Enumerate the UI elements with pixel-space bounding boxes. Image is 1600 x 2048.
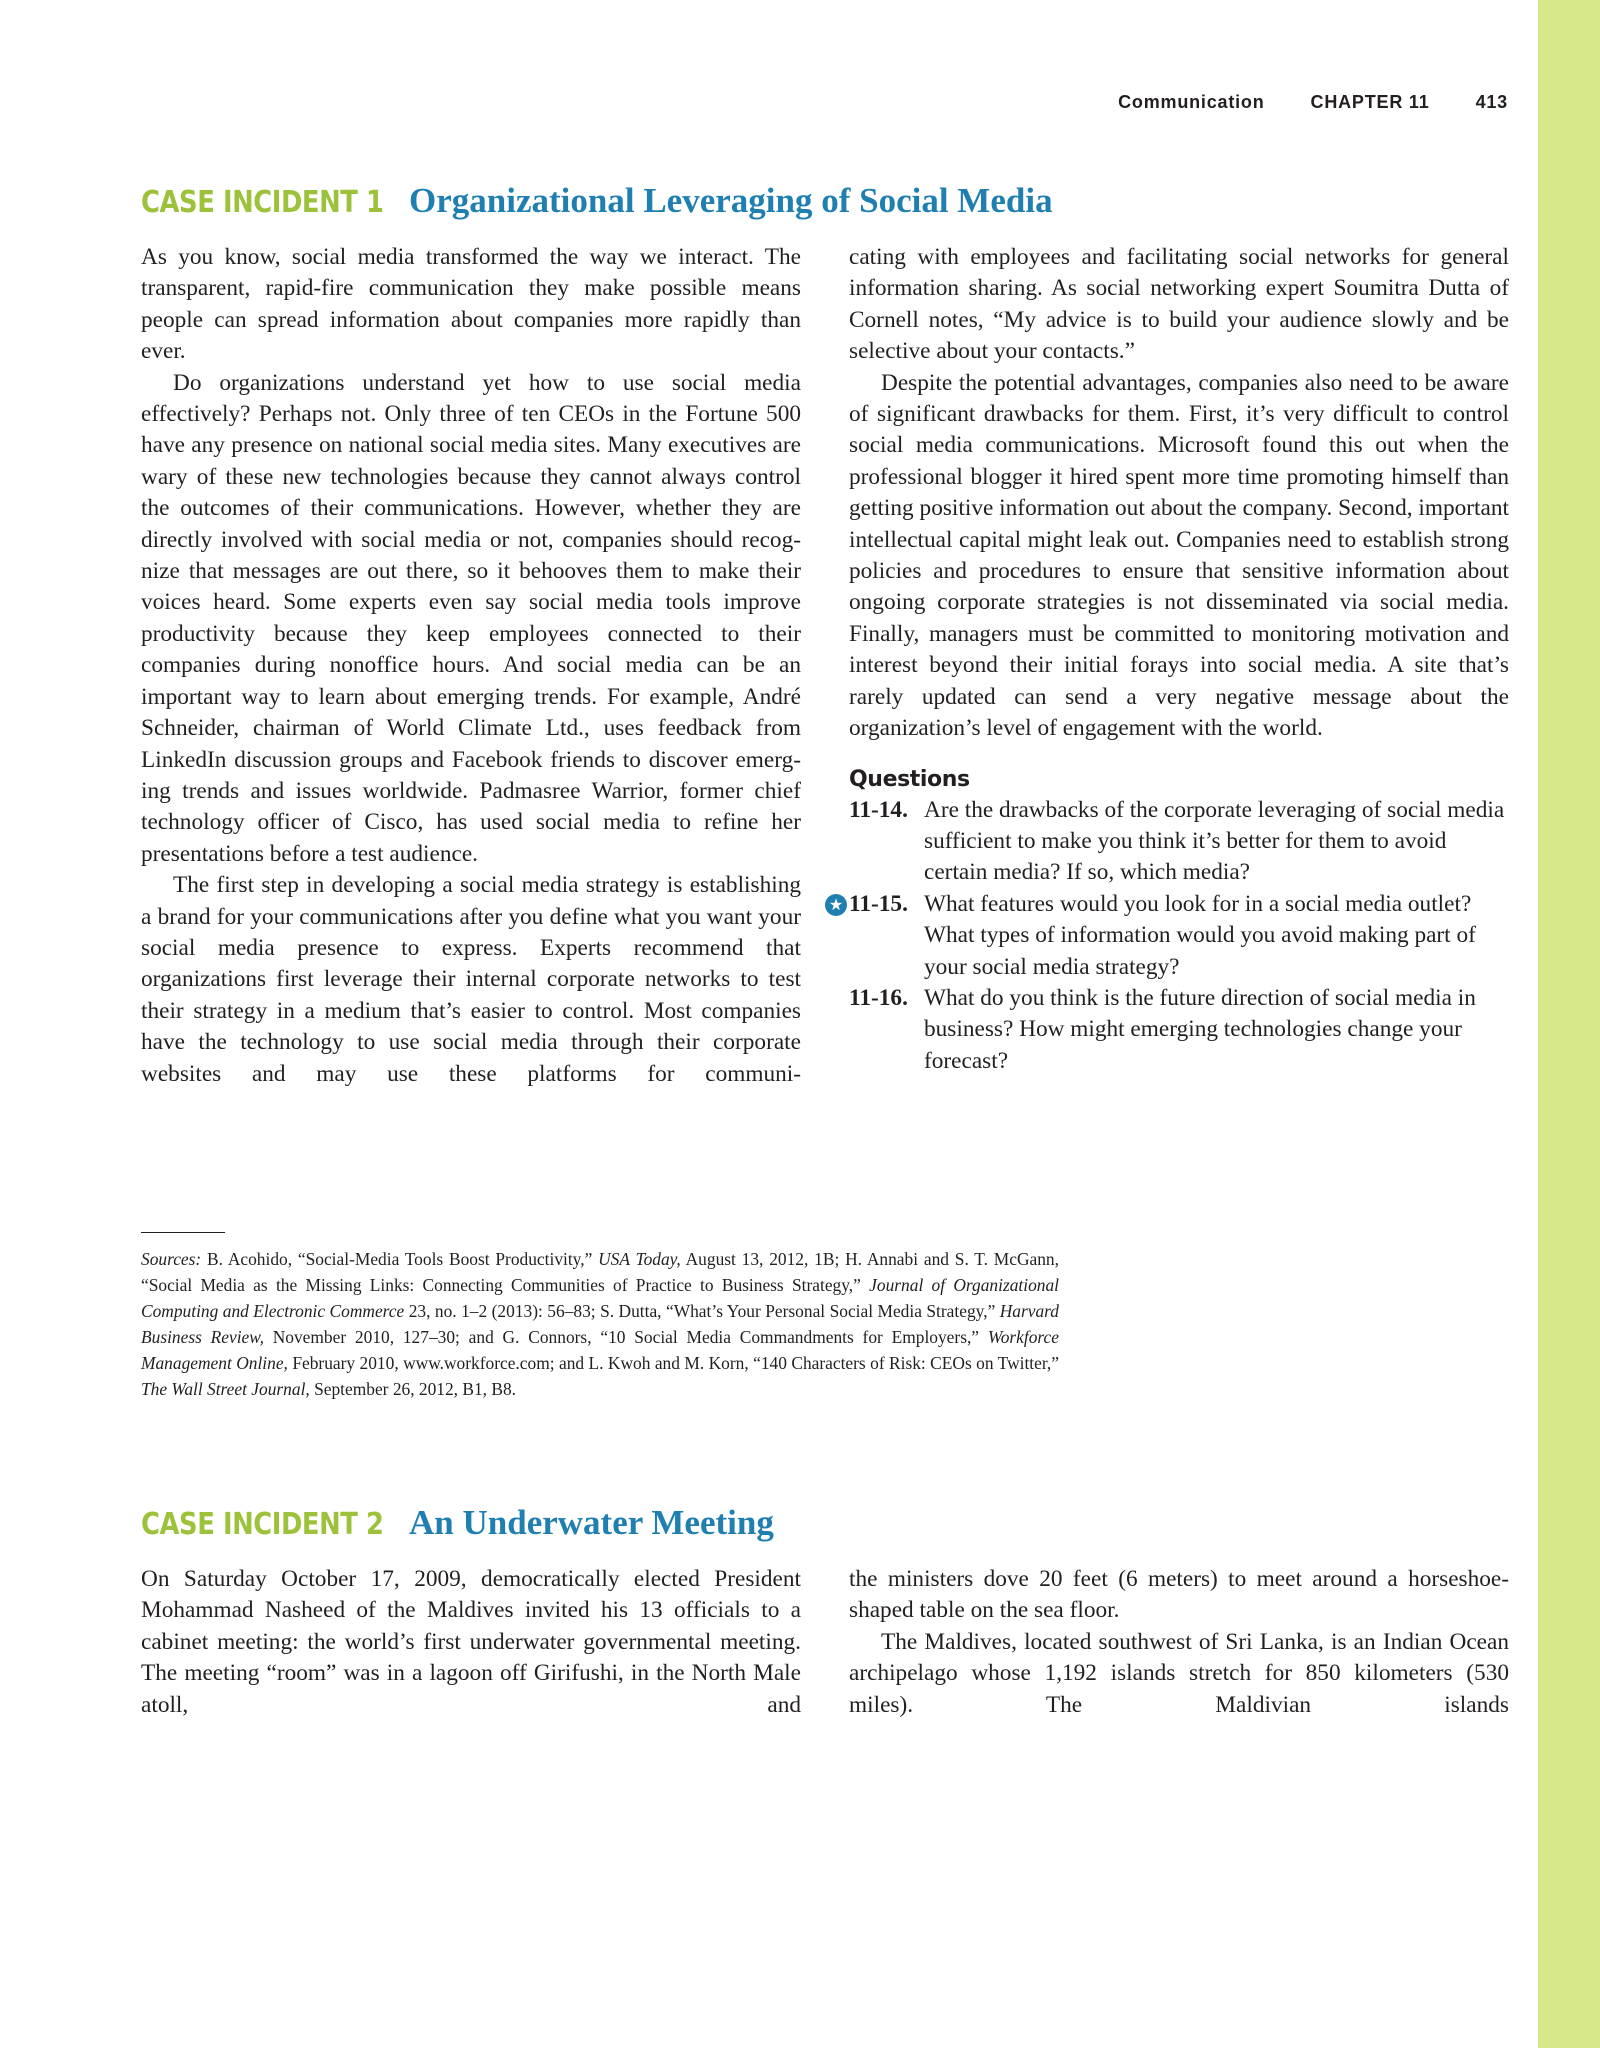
source-text: February 2010, www.workforce.com; and L. Kwoh and M. Korn, “140 Characters of Risk: CEOs on Twitter,” xyxy=(287,1353,1060,1373)
paragraph: Despite the potential advantages, companies also need to be aware of significant drawbacks for them. First, it’s very difficult to control social media communications. Microsoft found this out when the professional blogger it hired spent more time promoting himself than getting positive information out about the company. Second, important intellectual capital might leak out. Companies need to establish strong policies and procedures to ensure that sensitive information about ongoing corporate strategies is not disseminated via social media. Finally, managers must be committed to monitoring motivation and interest beyond their initial forays into social media. A site that’s rarely updated can send a very negative message about the organization’s level of engagement with the world. xyxy=(849,369,1509,742)
source-publication: Harvard Business Review, xyxy=(141,1301,1060,1347)
case-incident-2-title: An Underwater Meeting xyxy=(409,1503,774,1542)
case-incident-2-body xyxy=(141,1564,1509,1721)
question-item xyxy=(849,795,1509,889)
case-incident-1-heading xyxy=(141,181,1510,221)
question-item xyxy=(828,889,1509,983)
source-publication: The Wall Street Journal, xyxy=(141,1379,310,1399)
paragraph: As you know, social media transformed the way we interact. The transparent, rapid-fire communication they make possible means people can spread information about companies more rapidly than ever. xyxy=(141,244,801,365)
paragraph: On Saturday October 17, 2009, democratically elected President Mohammad Nasheed of the Maldives invited his 13 officials to a cabinet meeting: the world’s first underwater governmental meeting. The meeting “room” was in a lagoon off Girifushi, in the North Male atoll, and xyxy=(141,1566,801,1718)
question-number: 11-14. xyxy=(849,796,908,823)
paragraph: cating with employees and facilitating social networks for general information sharing. As social networking expert Soumitra Dutta of Cornell notes, “My advice is to build your audience slowly and be selective about your contacts.” xyxy=(849,244,1509,365)
source-publication: Journal of Organizational Computing and Electronic Commerce xyxy=(141,1275,1060,1321)
running-header xyxy=(1118,92,1508,113)
case-incident-2-heading xyxy=(141,1503,1510,1543)
left-column xyxy=(141,1564,801,1721)
right-column xyxy=(849,1564,1509,1721)
case-incident-2-label: CASE INCIDENT 2 xyxy=(141,1507,384,1542)
question-text: What features would you look for in a social media outlet? What types of information would you avoid making part of your social media strategy? xyxy=(924,890,1476,980)
source-text: 23, no. 1–2 (2013): 56–83; S. Dutta, “What’s Your Personal Social Media Strategy,” xyxy=(404,1301,1000,1321)
header-page-number: 413 xyxy=(1475,92,1508,112)
source-text: November 2010, 127–30; and G. Connors, “10 Social Media Commandments for Employers,” xyxy=(263,1327,988,1347)
source-text: B. Acohido, “Social-Media Tools Boost Productivity,” xyxy=(207,1249,599,1269)
star-icon: ★ xyxy=(825,894,847,916)
paragraph: the ministers dove 20 feet (6 meters) to meet around a horseshoe-shaped table on the sea floor. xyxy=(849,1566,1509,1624)
paragraph: The Maldives, located southwest of Sri Lanka, is an Indian Ocean archipelago whose 1,192 islands stretch for 850 kilometers (530 miles). The Maldivian islands xyxy=(849,1628,1509,1718)
source-text: September 26, 2012, B1, B8. xyxy=(309,1379,517,1399)
question-number: 11-15. xyxy=(849,890,908,917)
case-incident-1-label: CASE INCIDENT 1 xyxy=(141,185,384,220)
question-text: Are the drawbacks of the corporate leveraging of social media sufficient to make you think it’s better for them to avoid certain media? If so, which media? xyxy=(924,796,1505,886)
case-incident-1-body xyxy=(141,242,1509,1090)
header-chapter: CHAPTER 11 xyxy=(1310,92,1430,112)
page-edge-color-tab xyxy=(1538,0,1600,2048)
source-publication: Workforce Management Online, xyxy=(141,1327,1059,1373)
paragraph: Do organizations understand yet how to use social media effectively? Perhaps not. Only three of ten CEOs in the Fortune 500 have any presence on national social media sites. Many executives are wary of these new technologies because they cannot always control the outcomes of their communications. However, whether they are directly involved with social media or not, companies should recognize that messages are out there, so it behooves them to make their voices heard. Some experts even say social media tools improve productivity because they keep employees connected to their companies during nonoffice hours. And social media can be an important way to learn about emerging trends. For example, André Schneider, chairman of World Climate Ltd., uses feedback from LinkedIn discussion groups and Facebook friends to discover emerging trends and issues worldwide. Padmasree Warrior, former chief technology officer of Cisco, has used social media to refine her presentations before a test audience. xyxy=(141,369,801,867)
question-text: What do you think is the future direction of social media in business? How might emerging technologies change your forecast? xyxy=(924,984,1476,1074)
case-incident-1-title: Organizational Leveraging of Social Media xyxy=(409,181,1053,220)
header-section: Communication xyxy=(1118,92,1265,112)
questions-heading: Questions xyxy=(849,766,970,792)
footnote-divider xyxy=(141,1232,225,1233)
sources-label: Sources: xyxy=(141,1249,202,1269)
question-number: 11-16. xyxy=(849,984,908,1011)
source-text: August 13, 2012, 1B; H. Annabi and S. T. McGann, “Social Media as the Missing Links: Connecting Communities of Practice to Business Strategy,” xyxy=(141,1249,1059,1295)
right-column xyxy=(828,242,1509,1090)
left-column xyxy=(141,242,801,1090)
source-publication: USA Today, xyxy=(598,1249,681,1269)
paragraph: The first step in developing a social media strategy is establishing a brand for your communications after you define what you want your social media presence to express. Experts recommend that organizations first leverage their internal corporate networks to test their strategy in a medium that’s easier to control. Most companies have the technology to use social media through their corporate websites and may use these platforms for communi- xyxy=(141,872,801,1087)
sources-footnote xyxy=(141,1246,1059,1402)
question-item xyxy=(849,983,1509,1077)
